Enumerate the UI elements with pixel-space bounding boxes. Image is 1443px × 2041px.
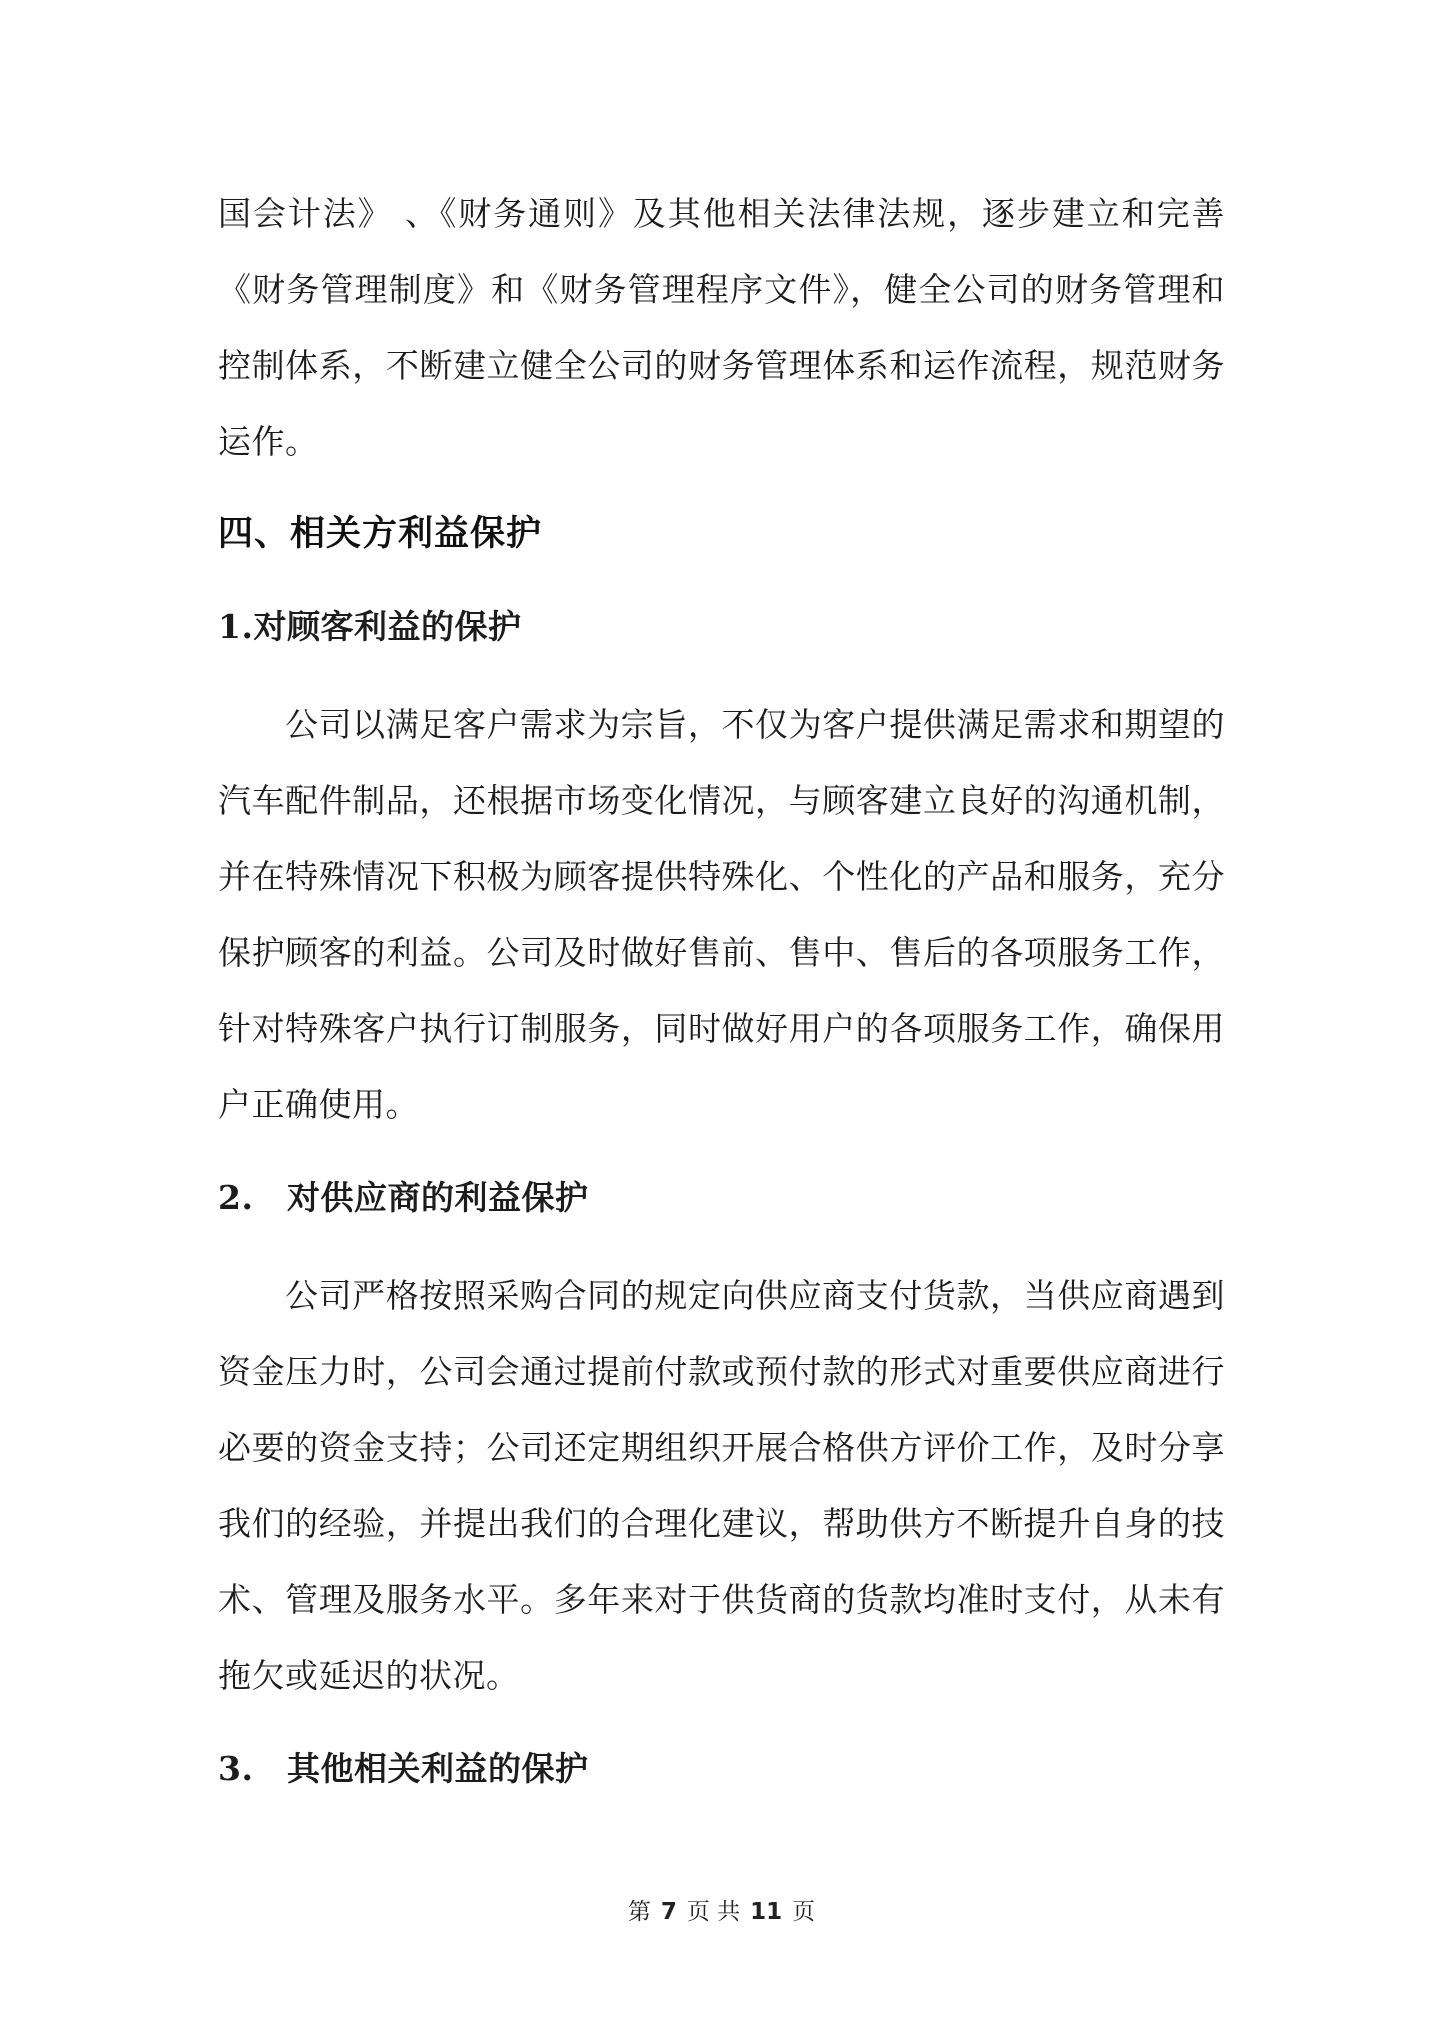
page-footer [0,1894,1443,1933]
text-line: 资金压力时，公司会通过提前付款或预付款的形式对重要供应商进行 [218,1352,1225,1391]
text-line: 必要的资金支持；公司还定期组织开展合格供方评价工作，及时分享 [218,1428,1225,1467]
paragraph-supplier-protection [218,1258,1225,1714]
text-line: 术、管理及服务水平。多年来对于供货商的货款均准时支付，从未有 [218,1580,1225,1619]
subsection-heading-3: 3. 其他相关利益的保护 [218,1749,589,1788]
text-line: 我们的经验，并提出我们的合理化建议，帮助供方不断提升自身的技 [218,1504,1225,1543]
text-line: 公司以满足客户需求为宗旨，不仅为客户提供满足需求和期望的 [285,705,1225,744]
text-line: 运作。 [218,422,319,461]
text-line: 户正确使用。 [218,1085,419,1124]
text-line: 公司严格按照采购合同的规定向供应商支付货款，当供应商遇到 [285,1276,1225,1315]
text-line: 保护顾客的利益。公司及时做好售前、售中、售后的各项服务工作， [218,933,1225,972]
subsection-heading-2: 2. 对供应商的利益保护 [218,1178,589,1217]
footer-suffix: 页 [792,1899,816,1925]
subsection-heading-1: 1.对顾客利益的保护 [218,607,522,646]
text-line: 《财务管理制度》和《财务管理程序文件》，健全公司的财务管理和 [218,270,1225,309]
text-line: 国会计法》 、《财务通则》及其他相关法律法规，逐步建立和完善 [218,194,1225,233]
footer-page-number: 7 [660,1899,677,1925]
intro-paragraph [218,176,1225,480]
text-line: 针对特殊客户执行订制服务，同时做好用户的各项服务工作，确保用 [218,1009,1225,1048]
footer-middle: 页 共 [686,1899,741,1925]
text-line: 并在特殊情况下积极为顾客提供特殊化、个性化的产品和服务，充分 [218,857,1225,896]
footer-total-pages: 11 [750,1899,783,1925]
text-line: 控制体系，不断建立健全公司的财务管理体系和运作流程，规范财务 [218,346,1225,385]
paragraph-customer-protection [218,687,1225,1143]
text-line: 汽车配件制品，还根据市场变化情况，与顾客建立良好的沟通机制， [218,781,1225,820]
text-line: 拖欠或延迟的状况。 [218,1656,520,1695]
page-content [218,0,1225,1807]
footer-prefix: 第 [627,1899,651,1925]
section-heading: 四、相关方利益保护 [218,514,543,554]
